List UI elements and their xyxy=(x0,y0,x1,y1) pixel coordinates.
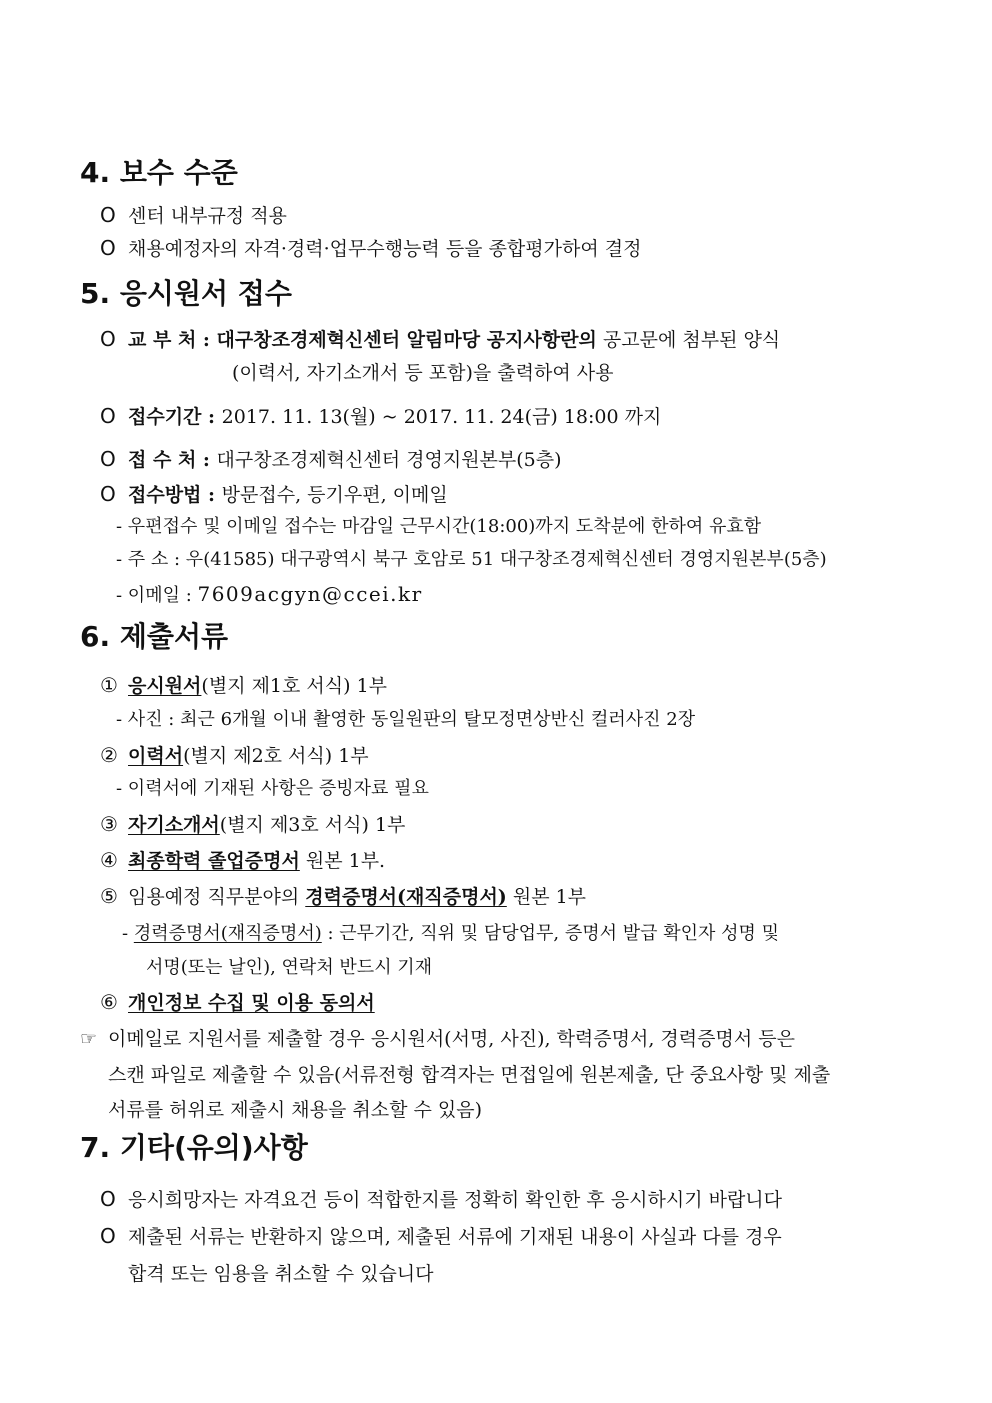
s5-issue-label: 교 부 처 : xyxy=(128,329,217,351)
s5-sub-2: - 주 소 : 우(41585) 대구광역시 북구 호암로 51 대구창조경제혁신센터 경영지원본부(5층) xyxy=(116,549,827,570)
s4-item-1 xyxy=(100,202,287,229)
pointing-hand-icon: ☞ xyxy=(80,1028,98,1050)
s7-item-1 xyxy=(100,1186,782,1213)
s7-item-1-text: 응시희망자는 자격요건 등이 적합한지를 정확히 확인한 후 응시하시기 바랍니다 xyxy=(128,1189,783,1211)
s5-place-text: 대구창조경제혁신센터 경영지원본부(5층) xyxy=(216,449,562,471)
circle-bullet-icon: O xyxy=(100,404,116,428)
s6-doc-6-name: 개인정보 수집 및 이용 동의서 xyxy=(128,992,375,1014)
s7-item-2 xyxy=(100,1223,782,1250)
s5-place-label: 접 수 처 : xyxy=(128,449,217,471)
circled-number-2: ② xyxy=(100,743,118,767)
circle-bullet-icon: O xyxy=(100,203,116,227)
s5-issue-rest: 공고문에 첨부된 양식 xyxy=(596,329,781,351)
s5-sub-3 xyxy=(116,581,423,609)
s6-note-1-text: 이메일로 지원서를 제출할 경우 응시원서(서명, 사진), 학력증명서, 경력증명서 등은 xyxy=(108,1028,795,1050)
s6-doc-2-sub: - 이력서에 기재된 사항은 증빙자료 필요 xyxy=(116,778,429,799)
s6-note-line-1 xyxy=(80,1026,795,1052)
s5-sub-1: - 우편접수 및 이메일 접수는 마감일 근무시간(18:00)까지 도착분에 한하여 유효함 xyxy=(116,516,762,537)
s6-note-line-2: 스캔 파일로 제출할 수 있음(서류전형 합격자는 면접일에 원본제출, 단 중요사항 및 제출 xyxy=(108,1064,831,1086)
s6-doc-4-name: 최종학력 졸업증명서 xyxy=(128,850,300,872)
s5-place xyxy=(100,446,562,473)
s4-item-1-text: 센터 내부규정 적용 xyxy=(128,205,287,227)
s5-issue-continuation: (이력서, 자기소개서 등 포함)을 출력하여 사용 xyxy=(232,362,614,384)
s6-doc-2-rest: (별지 제2호 서식) 1부 xyxy=(183,745,369,767)
circle-bullet-icon: O xyxy=(100,1187,116,1211)
section-6-heading: 6. 제출서류 xyxy=(80,620,229,653)
s5-method xyxy=(100,481,448,508)
circle-bullet-icon: O xyxy=(100,327,116,351)
s6-doc-5-pre: 임용예정 직무분야의 xyxy=(128,886,306,908)
s6-note-line-3: 서류를 허위로 제출시 채용을 취소할 수 있음) xyxy=(108,1099,483,1121)
s6-doc-1-sub: - 사진 : 최근 6개월 이내 촬영한 동일원판의 탈모정면상반신 컬러사진 2장 xyxy=(116,709,696,730)
s6-doc-2 xyxy=(100,742,369,769)
s5-email-label: - 이메일 : xyxy=(116,585,198,606)
section-7-heading: 7. 기타(유의)사항 xyxy=(80,1131,308,1164)
circled-number-6: ⑥ xyxy=(100,990,118,1014)
s6-doc-5-name: 경력증명서(재직증명서) xyxy=(305,886,507,908)
circled-number-4: ④ xyxy=(100,848,118,872)
s6-doc-3-name: 자기소개서 xyxy=(128,814,220,836)
s6-doc-1 xyxy=(100,672,387,699)
s6-doc-4 xyxy=(100,847,385,874)
s6-doc-6 xyxy=(100,989,375,1016)
s5-method-text: 방문접수, 등기우편, 이메일 xyxy=(221,484,448,506)
s7-item-2-continuation: 합격 또는 임용을 취소할 수 있습니다 xyxy=(128,1263,434,1285)
circled-number-3: ③ xyxy=(100,812,118,836)
s5-period xyxy=(100,403,661,430)
s6-doc-5-sub xyxy=(122,921,779,947)
s6-doc-5-sub-underlined: 경력증명서(재직증명서) xyxy=(133,923,322,944)
s4-item-2 xyxy=(100,235,641,262)
s5-method-label: 접수방법 : xyxy=(128,484,222,506)
circle-bullet-icon: O xyxy=(100,447,116,471)
s6-doc-2-name: 이력서 xyxy=(128,745,184,767)
s6-doc-1-rest: (별지 제1호 서식) 1부 xyxy=(201,675,388,697)
s6-doc-5 xyxy=(100,883,586,910)
s6-doc-3-rest: (별지 제3호 서식) 1부 xyxy=(219,814,406,836)
circle-bullet-icon: O xyxy=(100,1224,116,1248)
circle-bullet-icon: O xyxy=(100,482,116,506)
s5-issue-bold: 대구창조경제혁신센터 알림마당 공지사항란의 xyxy=(216,329,597,351)
s6-doc-4-rest: 원본 1부. xyxy=(299,850,386,872)
s4-item-2-text: 채용예정자의 자격·경력·업무수행능력 등을 종합평가하여 결정 xyxy=(128,238,642,260)
section-4-heading: 4. 보수 수준 xyxy=(80,156,238,189)
section-5-heading: 5. 응시원서 접수 xyxy=(80,277,292,310)
s5-period-text: 2017. 11. 13(월) ~ 2017. 11. 24(금) 18:00 까지 xyxy=(221,406,662,428)
s6-doc-3 xyxy=(100,811,405,838)
s6-doc-5-sub-rest: : 근무기간, 직위 및 담당업무, 증명서 발급 확인자 성명 및 xyxy=(321,923,780,944)
s7-item-2-text: 제출된 서류는 반환하지 않으며, 제출된 서류에 기재된 내용이 사실과 다를 경우 xyxy=(128,1226,782,1248)
s6-doc-5-sub-continuation: 서명(또는 날인), 연락처 반드시 기재 xyxy=(146,957,433,978)
s5-issue xyxy=(100,326,780,353)
s6-doc-5-sub-dash: - xyxy=(122,923,134,944)
circled-number-5: ⑤ xyxy=(100,884,118,908)
s6-doc-1-name: 응시원서 xyxy=(128,675,202,697)
circled-number-1: ① xyxy=(100,673,118,697)
circle-bullet-icon: O xyxy=(100,236,116,260)
s6-doc-5-rest: 원본 1부 xyxy=(506,886,587,908)
s5-email: 7609acgyn@ccei.kr xyxy=(197,582,423,606)
s5-period-label: 접수기간 : xyxy=(128,406,222,428)
